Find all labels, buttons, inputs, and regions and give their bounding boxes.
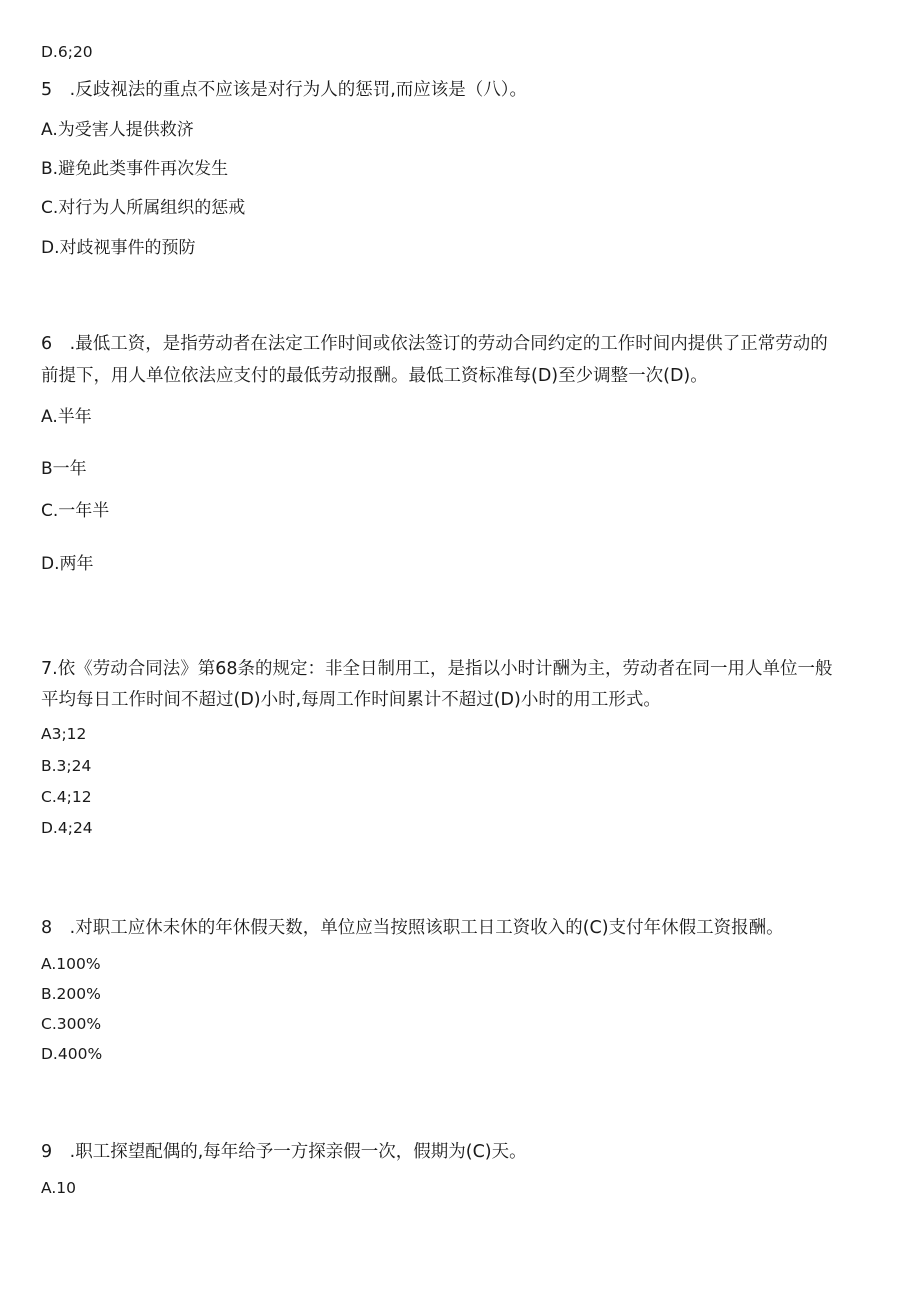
q6-option-d: D.两年 [41, 554, 94, 574]
q8-option-b: B.200% [41, 985, 101, 1003]
q8-option-a: A.100% [41, 955, 101, 973]
q4-option-d: D.6;20 [41, 43, 93, 61]
q6-stem-line1: 6 .最低工资，是指劳动者在法定工作时间或依法签订的劳动合同约定的工作时间内提供了正常劳动的 [41, 334, 828, 354]
q6-option-b: B一年 [41, 459, 87, 479]
q5-option-d: D.对歧视事件的预防 [41, 238, 196, 258]
q5-option-b: B.避免此类事件再次发生 [41, 159, 229, 179]
q8-option-d: D.400% [41, 1045, 103, 1063]
q7-option-c: C.4;12 [41, 788, 92, 806]
q5-stem: 5 .反歧视法的重点不应该是对行为人的惩罚,而应该是（八）。 [41, 80, 528, 100]
q8-option-c: C.300% [41, 1015, 102, 1033]
q9-stem: 9 .职工探望配偶的,每年给予一方探亲假一次，假期为(C)天。 [41, 1142, 527, 1162]
q6-option-a: A.半年 [41, 407, 92, 427]
q5-option-c: C.对行为人所属组织的惩戒 [41, 198, 246, 218]
q8-stem: 8 .对职工应休未休的年休假天数，单位应当按照该职工日工资收入的(C)支付年休假工资报酬。 [41, 918, 784, 938]
q9-option-a: A.10 [41, 1179, 76, 1197]
q5-option-a: A.为受害人提供救济 [41, 120, 194, 140]
q7-option-a: A3;12 [41, 725, 87, 743]
q6-option-c: C.一年半 [41, 501, 110, 521]
q7-stem-line1: 7.依《劳动合同法》第68条的规定：非全日制用工，是指以小时计酬为主，劳动者在同一用人单位一般 [41, 659, 833, 679]
q6-stem-line2: 前提下，用人单位依法应支付的最低劳动报酬。最低工资标准每(D)至少调整一次(D)。 [41, 366, 708, 386]
q7-option-b: B.3;24 [41, 757, 92, 775]
q7-option-d: D.4;24 [41, 819, 93, 837]
q7-stem-line2: 平均每日工作时间不超过(D)小时,每周工作时间累计不超过(D)小时的用工形式。 [41, 690, 661, 710]
